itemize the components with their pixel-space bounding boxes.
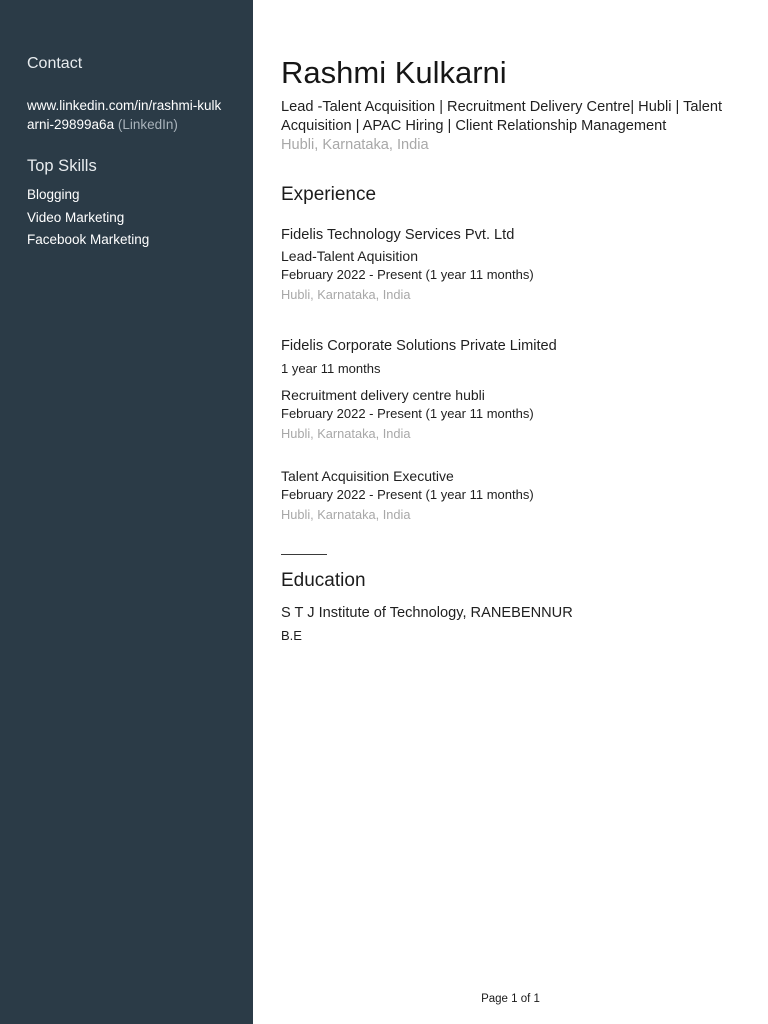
job-location: Hubli, Karnataka, India — [281, 287, 411, 302]
contact-heading: Contact — [27, 55, 83, 72]
main-content — [281, 0, 750, 645]
education-heading: Education — [281, 570, 366, 591]
job-location: Hubli, Karnataka, India — [281, 507, 411, 522]
company-duration: 1 year 11 months — [281, 361, 381, 376]
position-entry — [281, 386, 750, 443]
profile-headline: Lead -Talent Acquisition | Recruitment Delivery Centre| Hubli | Talent Acquisition | APAC Hiring | Client Relationship Management — [281, 99, 723, 134]
job-dates: February 2022 - Present (1 year 11 months) — [281, 267, 534, 282]
sidebar — [0, 0, 253, 1024]
job-dates: February 2022 - Present (1 year 11 months) — [281, 406, 534, 421]
company-name: Fidelis Corporate Solutions Private Limited — [281, 338, 557, 354]
skill-item: Blogging — [27, 187, 80, 202]
section-divider — [281, 554, 327, 555]
profile-name: Rashmi Kulkarni — [281, 55, 507, 90]
linkedin-tag: (LinkedIn) — [117, 117, 178, 132]
job-role: Talent Acquisition Executive — [281, 468, 454, 484]
experience-heading: Experience — [281, 184, 377, 205]
profile-location: Hubli, Karnataka, India — [281, 137, 429, 153]
position-entry — [281, 467, 750, 524]
job-location: Hubli, Karnataka, India — [281, 426, 411, 441]
job-role: Recruitment delivery centre hubli — [281, 387, 485, 403]
job-dates: February 2022 - Present (1 year 11 months) — [281, 487, 534, 502]
degree: B.E — [281, 628, 302, 643]
linkedin-url-link[interactable]: www.linkedin.com/in/rashmi-kulkarni-29899a6a — [27, 98, 222, 132]
page-number: Page 1 of 1 — [481, 993, 540, 1005]
experience-entry — [281, 337, 750, 524]
job-role: Lead-Talent Aquisition — [281, 248, 418, 264]
company-name: Fidelis Technology Services Pvt. Ltd — [281, 227, 515, 243]
skill-item: Video Marketing — [27, 209, 125, 225]
school-name: S T J Institute of Technology, RANEBENNUR — [281, 605, 573, 621]
skill-item: Facebook Marketing — [27, 232, 150, 247]
experience-entry — [281, 226, 750, 304]
top-skills-heading: Top Skills — [27, 157, 97, 175]
linkedin-contact — [27, 96, 227, 134]
